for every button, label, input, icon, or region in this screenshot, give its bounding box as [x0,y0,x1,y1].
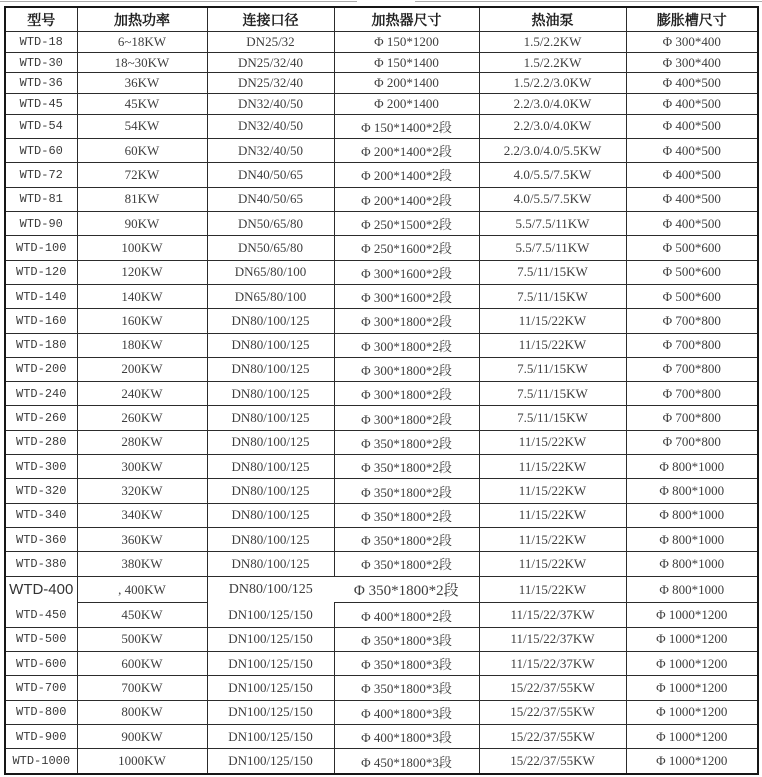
table-row [5,749,758,774]
cell-heating-power: 54KW [77,114,207,138]
cell-heater-size: Φ 300*1800*2段 [334,357,479,381]
cell-connection-diameter: DN80/100/125 [207,479,334,503]
cell-heater-size: Φ 400*1800*2段 [334,603,479,627]
cell-oil-pump: 11/15/22KW [479,552,626,576]
cell-model: WTD-600 [5,652,77,676]
cell-expansion-tank-size: Φ 700*800 [626,333,758,357]
cell-expansion-tank-size: Φ 300*400 [626,52,758,73]
cell-connection-diameter: DN80/100/125 [207,528,334,552]
cell-connection-diameter: DN32/40/50 [207,94,334,115]
cell-heater-size: Φ 350*1800*2段 [334,503,479,527]
cell-heating-power: 600KW [77,652,207,676]
cell-model: WTD-140 [5,284,77,308]
cell-expansion-tank-size: Φ 500*600 [626,284,758,308]
cell-heating-power: 180KW [77,333,207,357]
spec-table-body [5,32,758,775]
cell-heater-size: Φ 350*1800*2段 [334,528,479,552]
cell-connection-diameter: DN25/32/40 [207,73,334,94]
cell-heater-size: Φ 350*1800*2段 [334,455,479,479]
table-row [5,455,758,479]
cell-expansion-tank-size: Φ 1000*1200 [626,724,758,748]
cell-model: WTD-160 [5,309,77,333]
cell-heater-size: Φ 300*1800*2段 [334,333,479,357]
product-spec-table [4,6,759,775]
cell-model: WTD-280 [5,430,77,454]
cell-heating-power: 320KW [77,479,207,503]
table-row [5,73,758,94]
cell-heater-size: Φ 150*1200 [334,32,479,53]
cell-oil-pump: 11/15/22KW [479,576,626,603]
cell-heater-size: Φ 350*1800*3段 [334,652,479,676]
cell-model: WTD-240 [5,382,77,406]
cell-heater-size: Φ 300*1600*2段 [334,284,479,308]
cell-oil-pump: 11/15/22KW [479,528,626,552]
cell-heating-power: 60KW [77,139,207,163]
table-row [5,627,758,651]
cell-heating-power: 200KW [77,357,207,381]
table-row [5,163,758,187]
cell-expansion-tank-size: Φ 400*500 [626,73,758,94]
cell-heating-power: 90KW [77,211,207,235]
cell-model: WTD-72 [5,163,77,187]
cell-expansion-tank-size: Φ 1000*1200 [626,652,758,676]
cell-heater-size: Φ 400*1800*3段 [334,700,479,724]
cell-connection-diameter: DN100/125/150 [207,724,334,748]
cell-expansion-tank-size: Φ 800*1000 [626,455,758,479]
cell-expansion-tank-size: Φ 400*500 [626,187,758,211]
table-row [5,357,758,381]
cell-oil-pump: 2.2/3.0/4.0KW [479,114,626,138]
cell-heating-power: 6~18KW [77,32,207,53]
col-header-model: 型号 [5,7,77,32]
cell-heater-size: Φ 350*1800*3段 [334,627,479,651]
cell-oil-pump: 11/15/22KW [479,503,626,527]
table-row [5,528,758,552]
cell-model: WTD-60 [5,139,77,163]
cell-connection-diameter: DN80/100/125 [207,357,334,381]
cell-model: WTD-100 [5,236,77,260]
cell-heater-size: Φ 150*1400*2段 [334,114,479,138]
cell-expansion-tank-size: Φ 800*1000 [626,576,758,603]
cell-model: WTD-200 [5,357,77,381]
cell-heating-power: 160KW [77,309,207,333]
top-divider-line [415,1,762,2]
cell-oil-pump: 2.2/3.0/4.0KW [479,94,626,115]
cell-connection-diameter: DN100/125/150 [207,676,334,700]
cell-heater-size: Φ 350*1800*2段 [334,479,479,503]
cell-connection-diameter: DN100/125/150 [207,700,334,724]
cell-heater-size: Φ 350*1800*2段 [334,576,479,603]
cell-expansion-tank-size: Φ 400*500 [626,114,758,138]
cell-model: WTD-500 [5,627,77,651]
cell-model: WTD-54 [5,114,77,138]
cell-expansion-tank-size: Φ 1000*1200 [626,676,758,700]
cell-connection-diameter: DN25/32/40 [207,52,334,73]
cell-connection-diameter: DN50/65/80 [207,211,334,235]
cell-heater-size: Φ 250*1600*2段 [334,236,479,260]
cell-oil-pump: 11/15/22KW [479,309,626,333]
cell-heater-size: Φ 200*1400 [334,94,479,115]
cell-model: WTD-800 [5,700,77,724]
cell-connection-diameter: DN80/100/125 [207,503,334,527]
cell-heating-power: 1000KW [77,749,207,774]
table-row [5,676,758,700]
col-header-expansion-tank-size: 膨胀槽尺寸 [626,7,758,32]
cell-heating-power: 81KW [77,187,207,211]
cell-heating-power: 260KW [77,406,207,430]
cell-model: WTD-120 [5,260,77,284]
cell-oil-pump: 5.5/7.5/11KW [479,211,626,235]
cell-heating-power: 380KW [77,552,207,576]
cell-expansion-tank-size: Φ 800*1000 [626,528,758,552]
cell-model: WTD-18 [5,32,77,53]
cell-heater-size: Φ 250*1500*2段 [334,211,479,235]
cell-connection-diameter: DN80/100/125 [207,552,334,576]
cell-connection-diameter: DN80/100/125 [228,581,313,597]
cell-oil-pump: 15/22/37/55KW [479,700,626,724]
cell-expansion-tank-size: Φ 500*600 [626,236,758,260]
cell-oil-pump: 11/15/22/37KW [479,603,626,627]
cell-heater-size: Φ 300*1800*2段 [334,382,479,406]
cell-connection-diameter: DN65/80/100 [207,284,334,308]
cell-heating-power: 280KW [77,430,207,454]
cell-heating-power: 100KW [77,236,207,260]
cell-connection-diameter: DN40/50/65 [207,187,334,211]
cell-connection-diameter: DN80/100/125 [207,430,334,454]
cell-model: WTD-30 [5,52,77,73]
table-row [5,552,758,576]
table-row [5,309,758,333]
table-row [5,576,758,603]
cell-connection-diameter: DN80/100/125 [207,406,334,430]
header-row [5,7,758,32]
cell-heating-power: , 400KW [77,576,207,603]
cell-heating-power: 140KW [77,284,207,308]
cell-connection-diameter: DN32/40/50 [207,114,334,138]
cell-heater-size: Φ 350*1800*2段 [334,430,479,454]
cell-model: WTD-36 [5,73,77,94]
table-row [5,603,758,627]
table-row [5,406,758,430]
table-row [5,652,758,676]
table-row [5,284,758,308]
cell-heater-size: Φ 300*1800*2段 [334,406,479,430]
table-row [5,700,758,724]
cell-heating-power: 360KW [77,528,207,552]
cell-heating-power: 45KW [77,94,207,115]
cell-oil-pump: 7.5/11/15KW [479,357,626,381]
table-row [5,382,758,406]
cell-connection-diameter: DN65/80/100 [207,260,334,284]
cell-heater-size: Φ 400*1800*3段 [334,724,479,748]
cell-model: WTD-180 [5,333,77,357]
table-row [5,139,758,163]
cell-model: WTD-380 [5,552,77,576]
cell-oil-pump: 4.0/5.5/7.5KW [479,187,626,211]
cell-expansion-tank-size: Φ 800*1000 [626,479,758,503]
cell-heater-size: Φ 200*1400*2段 [334,139,479,163]
col-header-heater-size: 加热器尺寸 [334,7,479,32]
cell-oil-pump: 11/15/22KW [479,455,626,479]
cell-model: WTD-90 [5,211,77,235]
table-row [5,236,758,260]
cell-model: WTD-450 [5,603,77,627]
cell-heater-size: Φ 200*1400*2段 [334,163,479,187]
table-row [5,94,758,115]
cell-oil-pump: 7.5/11/15KW [479,284,626,308]
cell-model: WTD-400 [5,576,77,603]
cell-expansion-tank-size: Φ 1000*1200 [626,749,758,774]
col-header-connection-diameter: 连接口径 [207,7,334,32]
cell-expansion-tank-size: Φ 1000*1200 [626,700,758,724]
cell-heating-power: 700KW [77,676,207,700]
cell-oil-pump: 5.5/7.5/11KW [479,236,626,260]
cell-expansion-tank-size: Φ 700*800 [626,406,758,430]
cell-connection-diameter: DN80/100/125 [207,455,334,479]
cell-connection-diameter: DN80/100/125 [207,309,334,333]
cell-model: WTD-1000 [5,749,77,774]
table-row [5,114,758,138]
cell-expansion-tank-size: Φ 700*800 [626,430,758,454]
cell-connection-diameter: DN80/100/125 [207,333,334,357]
cell-heater-size: Φ 350*1800*3段 [334,676,479,700]
cell-heater-size: Φ 200*1400*2段 [334,187,479,211]
table-row [5,187,758,211]
cell-expansion-tank-size: Φ 1000*1200 [626,627,758,651]
cell-heater-size: Φ 200*1400 [334,73,479,94]
table-row [5,430,758,454]
table-row [5,724,758,748]
cell-heating-power: 240KW [77,382,207,406]
cell-connection-diameter: DN100/125/150 [207,627,334,651]
cell-model: WTD-81 [5,187,77,211]
cell-model: WTD-45 [5,94,77,115]
cell-heater-size: Φ 450*1800*3段 [334,749,479,774]
col-header-heating-power: 加热功率 [77,7,207,32]
cell-expansion-tank-size: Φ 400*500 [626,211,758,235]
cell-oil-pump: 7.5/11/15KW [479,406,626,430]
cell-heating-power: 800KW [77,700,207,724]
cell-model: WTD-320 [5,479,77,503]
cell-expansion-tank-size: Φ 1000*1200 [626,603,758,627]
cell-heating-power: 120KW [77,260,207,284]
table-row [5,211,758,235]
cell-connection-diameter: DN100/125/150 [207,603,334,627]
cell-heater-size: Φ 150*1400 [334,52,479,73]
cell-oil-pump: 11/15/22KW [479,430,626,454]
col-header-oil-pump: 热油泵 [479,7,626,32]
cell-expansion-tank-size: Φ 300*400 [626,32,758,53]
cell-connection-diameter: DN80/100/125 [207,382,334,406]
cell-heating-power: 18~30KW [77,52,207,73]
cell-heating-power: 500KW [77,627,207,651]
cell-oil-pump: 2.2/3.0/4.0/5.5KW [479,139,626,163]
cell-expansion-tank-size: Φ 700*800 [626,382,758,406]
cell-heating-power: 300KW [77,455,207,479]
cell-expansion-tank-size: Φ 500*600 [626,260,758,284]
table-row [5,333,758,357]
table-row [5,52,758,73]
cell-oil-pump: 1.5/2.2/3.0KW [479,73,626,94]
cell-model: WTD-340 [5,503,77,527]
cell-heating-power: 900KW [77,724,207,748]
cell-connection-diameter: DN100/125/150 [207,652,334,676]
cell-model: WTD-260 [5,406,77,430]
cell-connection-diameter: DN40/50/65 [207,163,334,187]
cell-heating-power: 36KW [77,73,207,94]
cell-oil-pump: 7.5/11/15KW [479,382,626,406]
cell-oil-pump: 11/15/22/37KW [479,627,626,651]
cell-expansion-tank-size: Φ 700*800 [626,357,758,381]
cell-expansion-tank-size: Φ 400*500 [626,94,758,115]
cell-connection-diameter: DN100/125/150 [207,749,334,774]
cell-oil-pump: 1.5/2.2KW [479,52,626,73]
cell-model: WTD-900 [5,724,77,748]
cell-oil-pump: 1.5/2.2KW [479,32,626,53]
cell-model: WTD-700 [5,676,77,700]
cell-oil-pump: 11/15/22/37KW [479,652,626,676]
table-row [5,503,758,527]
cell-heating-power: 72KW [77,163,207,187]
cell-expansion-tank-size: Φ 800*1000 [626,552,758,576]
cell-oil-pump: 15/22/37/55KW [479,749,626,774]
cell-oil-pump: 11/15/22KW [479,479,626,503]
cell-heating-power: 450KW [77,603,207,627]
cell-expansion-tank-size: Φ 400*500 [626,139,758,163]
table-row [5,32,758,53]
table-row [5,479,758,503]
cell-oil-pump: 4.0/5.5/7.5KW [479,163,626,187]
cell-connection-diameter: DN25/32 [207,32,334,53]
table-row [5,260,758,284]
cell-oil-pump: 7.5/11/15KW [479,260,626,284]
cell-expansion-tank-size: Φ 800*1000 [626,503,758,527]
cell-expansion-tank-size: Φ 400*500 [626,163,758,187]
cell-oil-pump: 15/22/37/55KW [479,724,626,748]
cell-oil-pump: 11/15/22KW [479,333,626,357]
cell-connection-diameter: DN50/65/80 [207,236,334,260]
cell-model: WTD-300 [5,455,77,479]
cell-heater-size: Φ 300*1600*2段 [334,260,479,284]
cell-model: WTD-360 [5,528,77,552]
cell-heater-size: Φ 300*1800*2段 [334,309,479,333]
cell-heater-size: Φ 350*1800*2段 [334,552,479,576]
cell-oil-pump: 15/22/37/55KW [479,676,626,700]
cell-connection-diameter: DN32/40/50 [207,139,334,163]
top-divider-line [0,1,357,2]
cell-heating-power: 340KW [77,503,207,527]
cell-expansion-tank-size: Φ 700*800 [626,309,758,333]
